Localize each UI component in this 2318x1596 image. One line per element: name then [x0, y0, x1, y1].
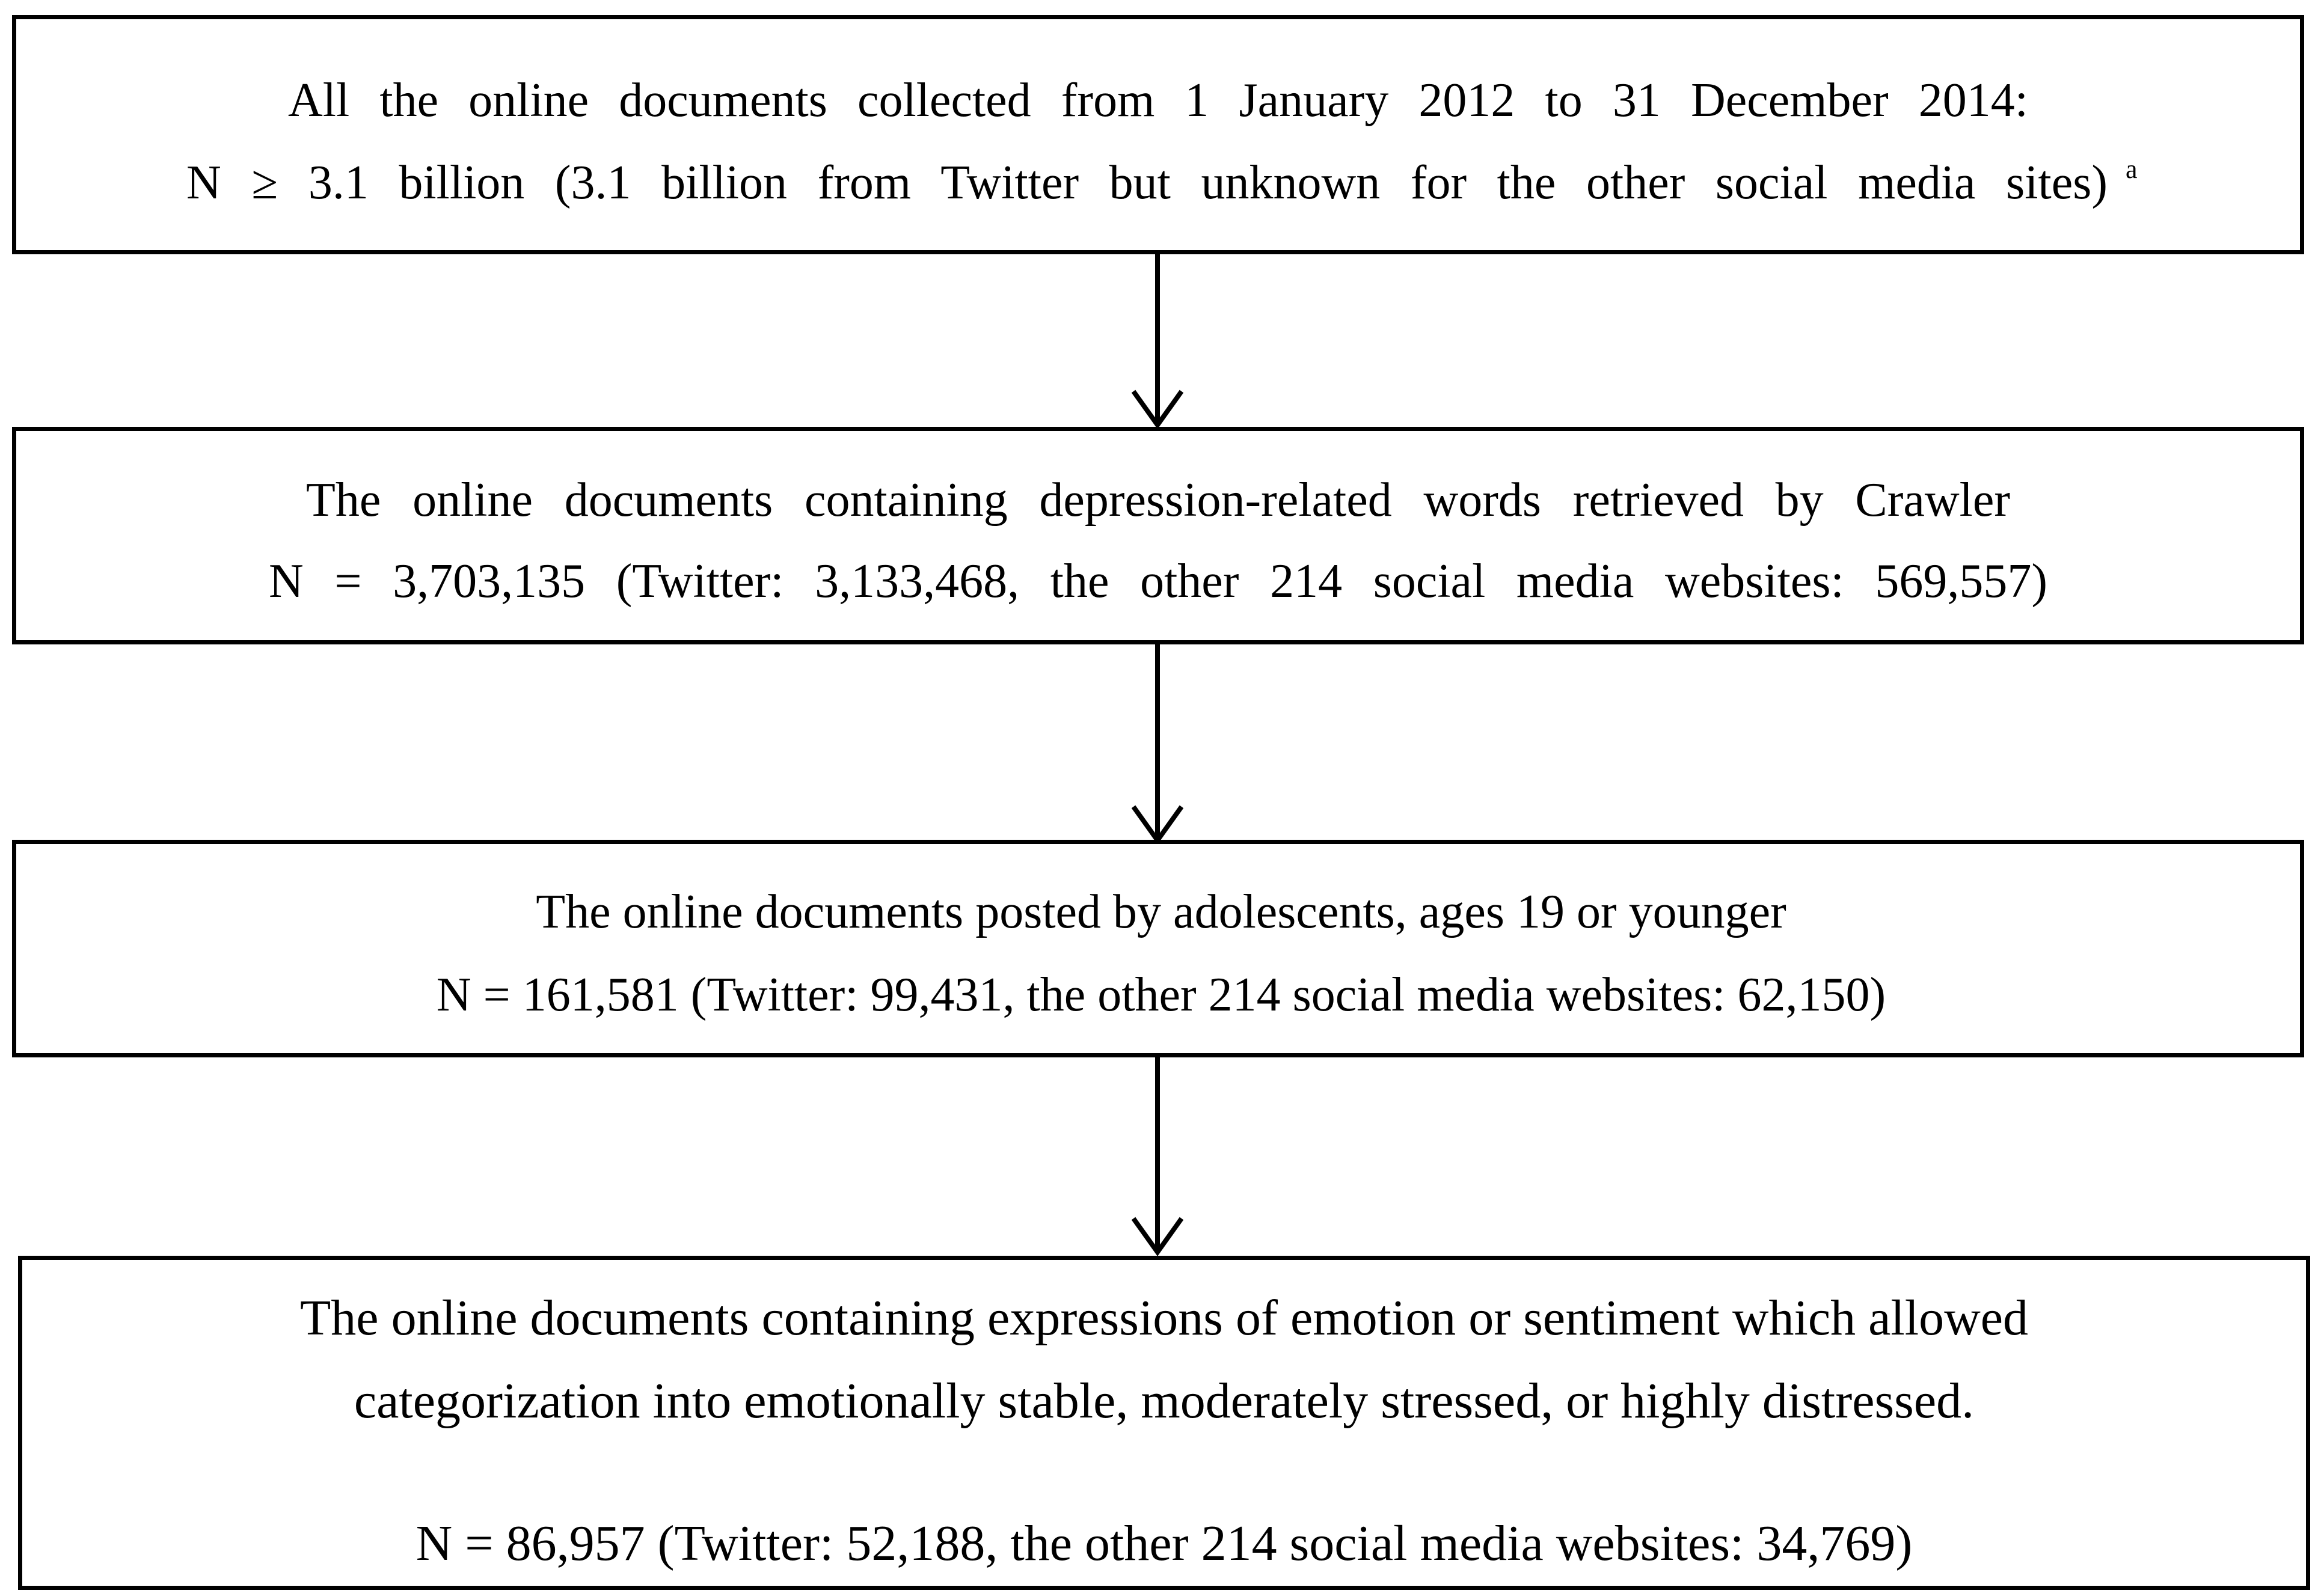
box3-line1: The online documents posted by adolescents, ages 19 or younger	[536, 885, 1786, 938]
arrow-down-3	[1124, 1057, 1191, 1256]
arrow-down-1	[1124, 254, 1191, 429]
box1-line1: All the online documents collected from 1 January 2012 to 31 December 2014:	[288, 74, 2028, 127]
step-box-adolescents	[12, 840, 2304, 1057]
box4-line3: N = 86,957 (Twitter: 52,188, the other 214 social media websites: 34,769)	[415, 1515, 1913, 1571]
step-box-depression-words	[12, 427, 2304, 644]
box4-line2: categorization into emotionally stable, moderately stressed, or highly distressed.	[354, 1373, 1975, 1429]
arrow-down-2	[1124, 644, 1191, 843]
box4-line1: The online documents containing expressions of emotion or sentiment which allowed	[299, 1290, 2029, 1346]
box2-line2: N = 3,703,135 (Twitter: 3,133,468, the other 214 social media websites: 569,557)	[269, 555, 2047, 608]
box1-line2-wrap	[186, 156, 2108, 209]
step-box-all-documents: All the online documents collected from 1 January 2012 to 31 December 2014: N ≥ 3.1 billion (3.1 billion from Twitter but unknown for the other social media sites) a	[12, 15, 2304, 254]
step-box-emotion-expressions	[18, 1256, 2310, 1590]
box3-line2: N = 161,581 (Twitter: 99,431, the other 214 social media websites: 62,150)	[436, 968, 1886, 1021]
box2-line1: The online documents containing depression-related words retrieved by Crawler	[306, 474, 2010, 527]
box1-line2: N ≥ 3.1 billion (3.1 billion from Twitter but unknown for the other social media sites)	[186, 156, 2108, 209]
